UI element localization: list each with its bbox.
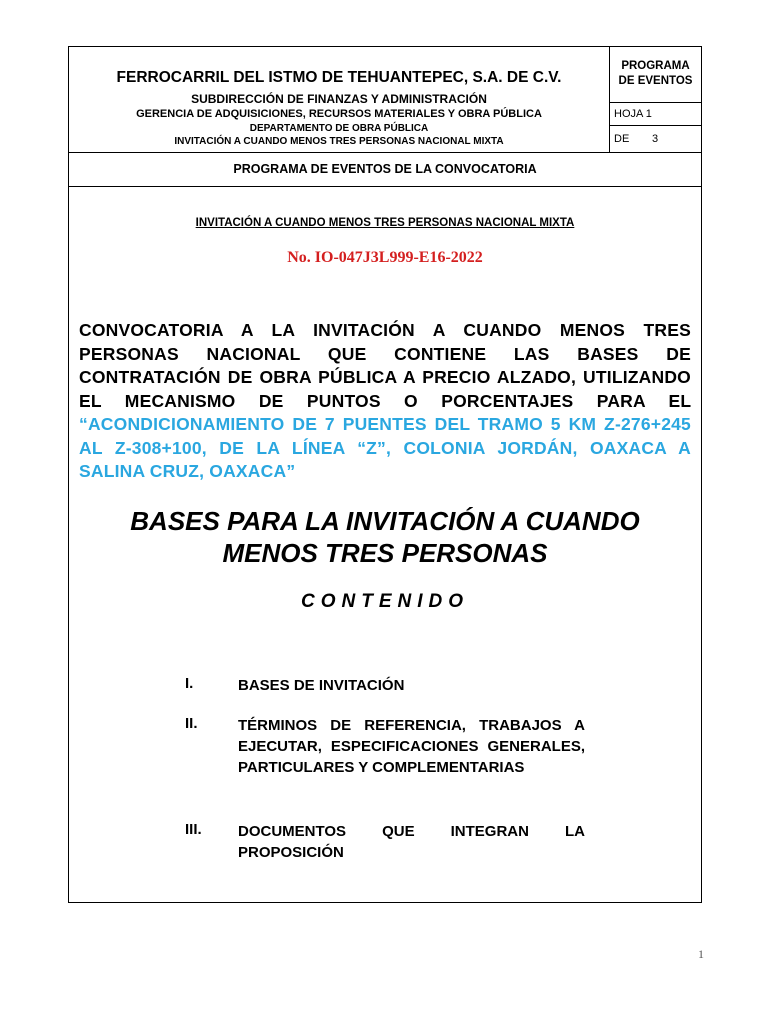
invitation-type: INVITACIÓN A CUANDO MENOS TRES PERSONAS NACIONAL MIXTA (174, 136, 504, 147)
toc-item: DOCUMENTOS QUE INTEGRAN LA PROPOSICIÓN (238, 823, 585, 861)
header-right (610, 47, 701, 152)
de-label: DE (614, 133, 630, 145)
invitation-heading (69, 217, 701, 229)
hoja-value: 1 (645, 108, 652, 120)
toc-item: BASES DE INVITACIÓN (238, 677, 405, 694)
section-title: PROGRAMA DE EVENTOS DE LA CONVOCATORIA (69, 152, 701, 187)
department: DEPARTAMENTO DE OBRA PÚBLICA (249, 123, 429, 134)
subdirection: SUBDIRECCIÓN DE FINANZAS Y ADMINISTRACIÓN (191, 92, 487, 106)
management: GERENCIA DE ADQUISICIONES, RECURSOS MATERIALES Y OBRA PÚBLICA (136, 108, 542, 120)
page-number: 1 (698, 947, 704, 961)
header (69, 47, 701, 153)
bases-title-line1: BASES PARA LA INVITACIÓN A CUANDO (130, 506, 640, 536)
bases-title (69, 505, 701, 569)
invitation-heading-text: INVITACIÓN A CUANDO MENOS TRES PERSONAS NACIONAL MIXTA (195, 217, 575, 229)
contents-heading: CONTENIDO (301, 591, 469, 612)
bases-title-line2: MENOS TRES PERSONAS (222, 538, 548, 568)
document-frame (68, 46, 702, 903)
invitation-number: No. IO-047J3L999-E16-2022 (287, 249, 483, 266)
toc-item: TÉRMINOS DE REFERENCIA, TRABAJOS A EJECUTAR, ESPECIFICACIONES GENERALES, PARTICULARES Y COMPLEMENTARIAS (238, 717, 585, 776)
de-value: 3 (652, 133, 659, 145)
convocatoria-text: CONVOCATORIA A LA INVITACIÓN A CUANDO MENOS TRES PERSONAS NACIONAL QUE CONTIENE LAS BASES DE CONTRATACIÓN DE OBRA PÚBLICA A PRECIO ALZADO, UTILIZANDO EL MECANISMO DE PUNTOS O PORCENTAJES PARA EL (79, 320, 691, 411)
toc-number: I. (185, 675, 194, 692)
project-name: “ACONDICIONAMIENTO DE 7 PUENTES DEL TRAMO 5 KM Z-276+245 AL Z-308+100, DE LA LÍNEA “Z”, COLONIA JORDÁN, OAXACA A SALINA CRUZ, OAXACA” (79, 414, 691, 481)
box-title-line1: PROGRAMA (621, 60, 690, 72)
sheet-label (614, 108, 652, 120)
convocatoria-paragraph (79, 319, 691, 484)
company-name: FERROCARRIL DEL ISTMO DE TEHUANTEPEC, S.A. DE C.V. (116, 69, 562, 86)
box-title-line2: DE EVENTOS (618, 75, 693, 87)
program-box-title (610, 47, 701, 103)
divider (610, 125, 701, 126)
toc-number: III. (185, 821, 202, 838)
toc-number: II. (185, 715, 198, 732)
header-left (69, 47, 610, 152)
hoja-label: HOJA (614, 108, 643, 120)
